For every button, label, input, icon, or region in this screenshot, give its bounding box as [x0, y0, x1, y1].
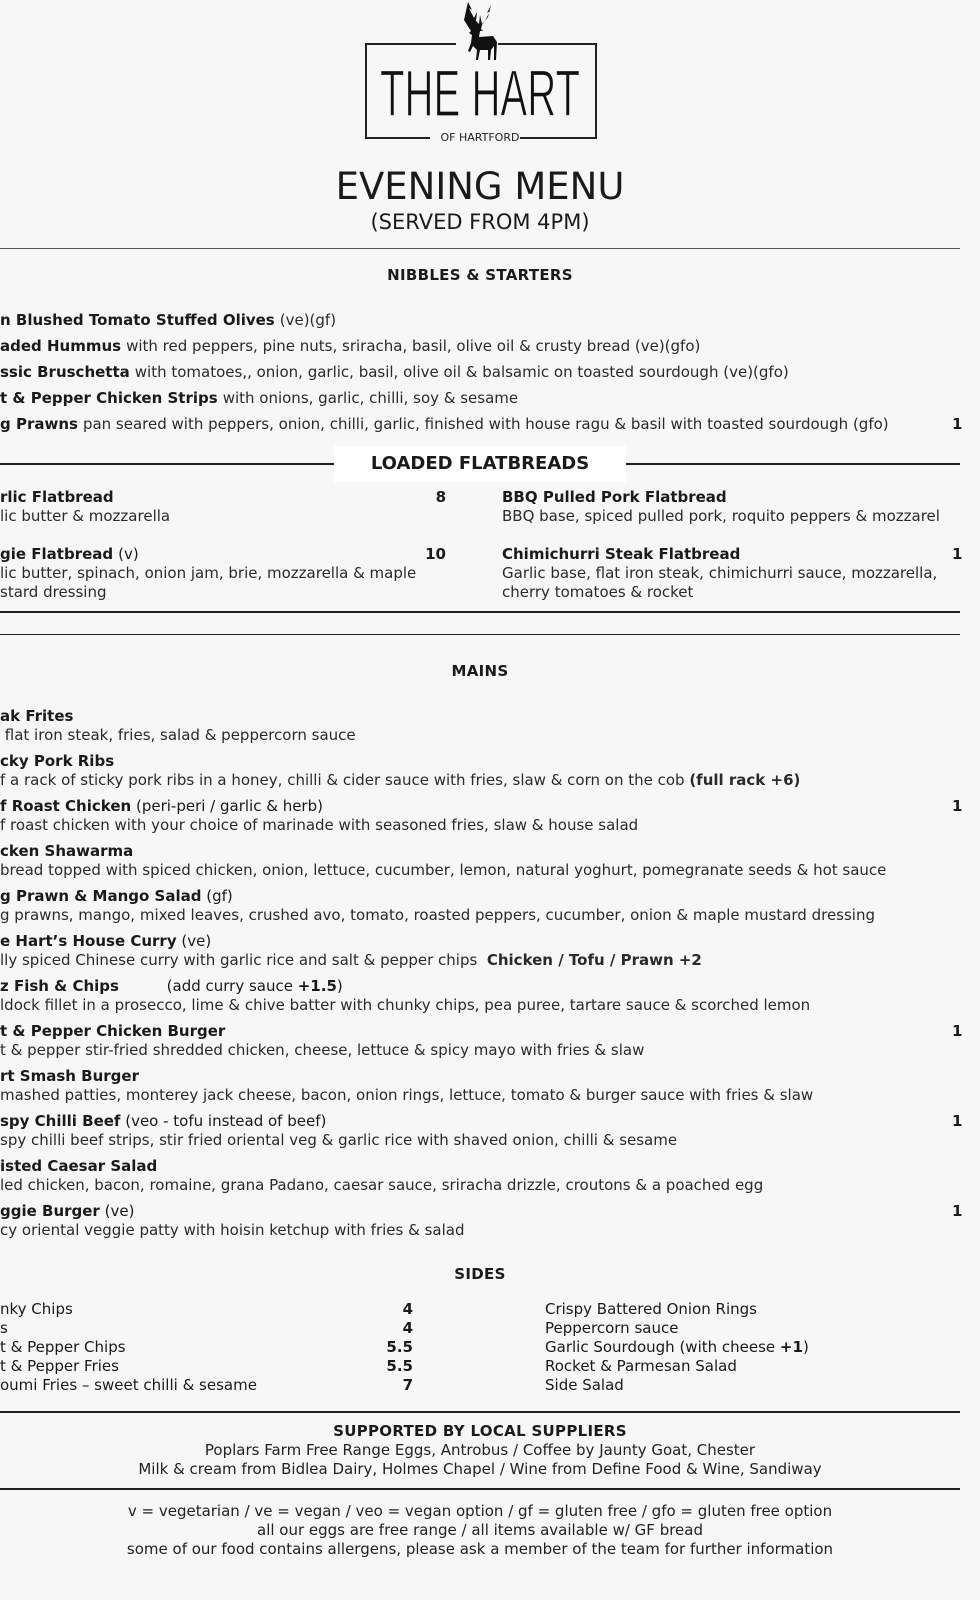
divider [0, 1411, 960, 1413]
item-tag: (peri-peri / garlic & herb) [131, 797, 323, 815]
stag-icon [464, 2, 497, 60]
item-title-line [0, 1202, 980, 1221]
side-item [0, 1338, 420, 1357]
item-title-line [0, 545, 446, 564]
item-name: isted Caesar Salad [0, 1157, 158, 1175]
side-item [545, 1300, 965, 1319]
item-description: mashed patties, monterey jack cheese, bacon, onion rings, lettuce, tomato & burger sauce with fries & slaw [0, 1086, 814, 1104]
side-item [0, 1357, 420, 1376]
item-description: pan seared with peppers, onion, chilli, garlic, finished with house ragu & basil with toasted sourdough (gfo) [82, 415, 889, 433]
item-name: rlic Flatbread [0, 488, 114, 506]
menu-item [0, 842, 980, 887]
item-name: cky Pork Ribs [0, 752, 115, 770]
dietary-legend: v = vegetarian / ve = vegan / veo = vegan option / gf = gluten free / gfo = gluten free option [127, 1502, 833, 1520]
item-description: with red peppers, pine nuts, sriracha, basil, olive oil & crusty bread (ve)(gfo) [126, 337, 701, 355]
menu-item [0, 1202, 980, 1247]
logo-name: THE HART [380, 56, 580, 130]
item-name: g Prawn & Mango Salad [0, 887, 202, 905]
menu-title: EVENING MENU [335, 165, 625, 208]
suppliers-title: SUPPORTED BY LOCAL SUPPLIERS [333, 1422, 627, 1440]
item-description-line [0, 1041, 980, 1060]
item-title-line [0, 1112, 980, 1131]
eggs-note: all our eggs are free range / all items available w/ GF bread [257, 1521, 703, 1539]
item-tag-price: +1.5 [297, 977, 337, 995]
logo-subtitle: OF HARTFORD [440, 131, 520, 144]
item-description: cherry tomatoes & rocket [502, 583, 694, 601]
side-name: oumi Fries – sweet chilli & sesame [0, 1376, 257, 1394]
item-title-line [502, 545, 980, 564]
flatbreads-title-box [334, 446, 626, 482]
item-description: Garlic base, flat iron steak, chimichurri sauce, mozzarella, [502, 564, 938, 582]
side-item [545, 1357, 965, 1376]
menu-item [0, 887, 980, 932]
item-tag: (ve) [99, 1202, 135, 1220]
divider [0, 1488, 960, 1490]
menu-item [0, 1112, 980, 1157]
menu-item [0, 977, 980, 1022]
menu-item [0, 389, 980, 415]
item-name: aded Hummus [0, 337, 122, 355]
item-description: g prawns, mango, mixed leaves, crushed avo, tomato, roasted peppers, cucumber, onion & maple mustard dressing [0, 906, 876, 924]
item-name: z Fish & Chips [0, 977, 119, 995]
section-title-flatbreads: LOADED FLATBREADS [370, 453, 590, 474]
item-description: flat iron steak, fries, salad & peppercorn sauce [0, 726, 356, 744]
item-title-line [0, 1067, 980, 1086]
menu-item [0, 932, 980, 977]
item-price: 1 [952, 797, 963, 815]
item-title-line [0, 797, 980, 816]
item-description: with tomatoes,, onion, garlic, basil, olive oil & balsamic on toasted sourdough (ve)(gfo) [134, 363, 789, 381]
item-description: with onions, garlic, chilli, soy & sesame [222, 389, 519, 407]
side-name: t & Pepper Fries [0, 1357, 119, 1375]
side-name: s [0, 1319, 8, 1337]
divider [0, 248, 960, 249]
item-description: led chicken, bacon, romaine, grana Padano, caesar sauce, sriracha drizzle, croutons & a poached egg [0, 1176, 764, 1194]
flatbread-item [0, 545, 446, 602]
menu-item [0, 797, 980, 842]
item-description: t & pepper stir-fried shredded chicken, cheese, lettuce & spicy mayo with fries & slaw [0, 1041, 645, 1059]
flatbread-item [502, 545, 980, 602]
side-price: 5.5 [386, 1338, 413, 1356]
menu-item [0, 415, 980, 441]
item-name: f Roast Chicken [0, 797, 132, 815]
menu-item [0, 752, 980, 797]
item-title-line [0, 932, 980, 951]
item-description: lic butter, spinach, onion jam, brie, mozzarella & maple [0, 564, 417, 582]
item-description-line [0, 906, 980, 925]
item-description-line [0, 816, 980, 835]
item-description: cy oriental veggie patty with hoisin ketchup with fries & salad [0, 1221, 465, 1239]
side-item [545, 1319, 965, 1338]
side-price: 7 [402, 1376, 413, 1394]
item-price: 1 [952, 545, 963, 563]
item-title-line [502, 488, 980, 507]
allergen-note: some of our food contains allergens, please ask a member of the team for further information [126, 1540, 834, 1558]
side-item [545, 1376, 965, 1395]
sides-right-column [545, 1300, 965, 1395]
menu-item [0, 1067, 980, 1112]
side-item [545, 1338, 965, 1357]
item-description: f a rack of sticky pork ribs in a honey, chilli & cider sauce with fries, slaw & corn on the cob [0, 771, 690, 789]
item-tag: (ve)(gf) [279, 311, 337, 329]
item-name: spy Chilli Beef [0, 1112, 121, 1130]
side-price: 4 [402, 1300, 413, 1318]
flatbread-item [502, 488, 980, 526]
item-name: ssic Bruschetta [0, 363, 130, 381]
item-description: bread topped with spiced chicken, onion, lettuce, cucumber, lemon, natural yoghurt, pomegranate seeds & hot sauce [0, 861, 887, 879]
item-name: t & Pepper Chicken Strips [0, 389, 218, 407]
item-price: 1 [952, 1022, 963, 1040]
item-description: f roast chicken with your choice of marinade with seasoned fries, slaw & house salad [0, 816, 639, 834]
item-name: g Prawns [0, 415, 78, 433]
menu-item [0, 1022, 980, 1067]
item-title-line [0, 752, 980, 771]
item-title-line [0, 707, 980, 726]
item-title-line [0, 842, 980, 861]
item-tag: (ve) [176, 932, 212, 950]
item-title-line [0, 887, 980, 906]
flatbread-item [0, 488, 446, 526]
item-price: 1 [952, 415, 963, 433]
item-description: spy chilli beef strips, stir fried oriental veg & garlic rice with shaved onion, chilli & sesame [0, 1131, 678, 1149]
item-price: 1 [952, 1202, 963, 1220]
side-price: 4 [402, 1319, 413, 1337]
item-description-line [0, 1086, 980, 1105]
item-name: gie Flatbread [0, 545, 114, 563]
suppliers-line: Poplars Farm Free Range Eggs, Antrobus / Coffee by Jaunty Goat, Chester [204, 1441, 756, 1459]
sides-left-column [0, 1300, 420, 1395]
flatbreads-right-column [502, 488, 980, 621]
item-title-line [0, 977, 980, 996]
item-name: cken Shawarma [0, 842, 134, 860]
item-description: lly spiced Chinese curry with garlic rice and salt & pepper chips [0, 951, 487, 969]
item-tag: (veo - tofu instead of beef) [120, 1112, 327, 1130]
item-name: ggie Burger [0, 1202, 100, 1220]
item-name: t & Pepper Chicken Burger [0, 1022, 226, 1040]
menu-item [0, 311, 980, 337]
item-title-line [0, 488, 446, 507]
item-title-line [0, 1022, 980, 1041]
item-description-line [0, 1176, 980, 1195]
starters-list [0, 311, 980, 441]
mains-list [0, 707, 980, 1247]
item-name: BBQ Pulled Pork Flatbread [502, 488, 727, 506]
item-name: Chimichurri Steak Flatbread [502, 545, 741, 563]
menu-item [0, 1157, 980, 1202]
menu-item [0, 363, 980, 389]
item-name: ak Frites [0, 707, 74, 725]
side-name: Garlic Sourdough (with cheese [545, 1338, 780, 1356]
section-title-mains: MAINS [451, 662, 509, 680]
section-title-starters: NIBBLES & STARTERS [387, 266, 573, 284]
item-description-line [0, 726, 980, 745]
item-description: ldock fillet in a prosecco, lime & chive batter with chunky chips, pea puree, tartare sauce & scorched lemon [0, 996, 811, 1014]
logo [360, 0, 600, 145]
side-extra-price: +1 [779, 1338, 803, 1356]
suppliers-line: Milk & cream from Bidlea Dairy, Holmes Chapel / Wine from Define Food & Wine, Sandiway [138, 1460, 822, 1478]
item-name: n Blushed Tomato Stuffed Olives [0, 311, 275, 329]
side-price: 5.5 [386, 1357, 413, 1375]
item-name: rt Smash Burger [0, 1067, 139, 1085]
item-tag-end: ) [336, 977, 343, 995]
item-description: stard dressing [0, 583, 107, 601]
menu-item [0, 707, 980, 752]
item-title-line [0, 1157, 980, 1176]
side-name: Crispy Battered Onion Rings [545, 1300, 757, 1318]
item-description: lic butter & mozzarella [0, 507, 171, 525]
side-name: Side Salad [545, 1376, 624, 1394]
item-description-line [0, 771, 980, 790]
side-item [0, 1319, 420, 1338]
flatbreads-left-column [0, 488, 446, 621]
logo-frame [360, 0, 600, 145]
item-tag: (add curry sauce [118, 977, 298, 995]
side-name-end: ) [802, 1338, 809, 1356]
item-price: 8 [435, 488, 446, 506]
menu-subtitle: (SERVED FROM 4PM) [370, 210, 590, 234]
side-name: t & Pepper Chips [0, 1338, 126, 1356]
item-option: Chicken / Tofu / Prawn +2 [486, 951, 702, 969]
divider [0, 611, 960, 613]
item-name: e Hart’s House Curry [0, 932, 177, 950]
item-tag: (v) [118, 545, 139, 563]
item-price: 1 [952, 1112, 963, 1130]
side-name: Rocket & Parmesan Salad [545, 1357, 737, 1375]
item-description-line [0, 951, 980, 970]
side-item [0, 1376, 420, 1395]
item-description-line [0, 1131, 980, 1150]
item-tag: (gf) [201, 887, 233, 905]
side-name: nky Chips [0, 1300, 73, 1318]
item-description-line [0, 996, 980, 1015]
side-item [0, 1300, 420, 1319]
item-price: 10 [425, 545, 446, 563]
item-description: BBQ base, spiced pulled pork, roquito peppers & mozzarel [502, 507, 940, 525]
divider [0, 634, 960, 635]
side-name: Peppercorn sauce [545, 1319, 679, 1337]
item-description-line [0, 1221, 980, 1240]
item-description-line [0, 861, 980, 880]
item-option: (full rack +6) [689, 771, 801, 789]
section-title-sides: SIDES [454, 1265, 506, 1283]
menu-item [0, 337, 980, 363]
